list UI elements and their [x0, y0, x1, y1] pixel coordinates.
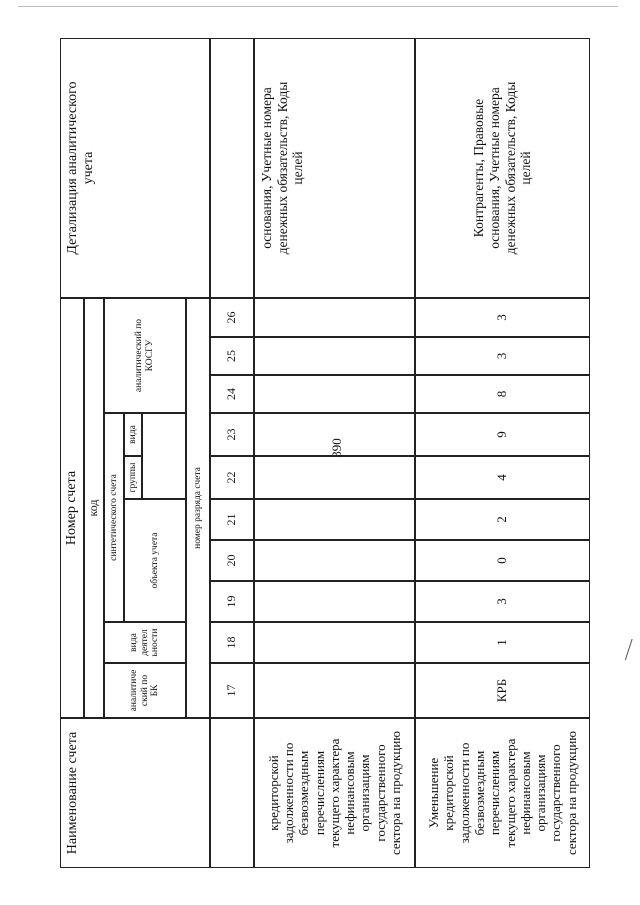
row-value: 3 — [415, 298, 590, 337]
row-analytics-detail: Контрагенты, Правовые основания, Учетные номера денежных обязательств, Коды целей — [415, 38, 590, 298]
digit-cell: 23 — [210, 413, 254, 456]
header-synthetic: синтетического счета — [104, 413, 124, 622]
row-value: 2 — [415, 499, 590, 540]
header-empty-sub — [142, 413, 186, 499]
row-value: 1 — [415, 622, 590, 663]
header-code: код — [84, 298, 104, 718]
row-value: 3 — [415, 337, 590, 375]
row-value — [254, 337, 415, 375]
row-value — [254, 499, 415, 540]
row-value: 3 — [415, 581, 590, 622]
row-analytics-detail: основания, Учетные номера денежных обязательств, Коды целей — [254, 38, 415, 298]
row-value — [254, 375, 415, 413]
row-account-name: Уменьшение кредиторской задолженности по безвозмездным перечислениям текущего характера нефинансовым организациям государственного сектора на продукцию — [415, 718, 590, 868]
row-value — [254, 622, 415, 663]
digit-cell: 21 — [210, 499, 254, 540]
row-account-name: кредиторской задолженности по безвозмездным перечислениям текущего характера нефинансовым организациям государственного сектора на продукцию — [254, 718, 415, 868]
digit-cell: 19 — [210, 581, 254, 622]
digit-cell: 24 — [210, 375, 254, 413]
scan-edge-line — [18, 6, 618, 7]
row-value — [254, 540, 415, 581]
header-analytic-bk: аналитиче ский по БК — [104, 663, 186, 718]
header-account-number: Номер счета — [60, 298, 84, 718]
stray-pen-mark — [625, 639, 640, 663]
row-value: 4 — [415, 456, 590, 499]
row-value: 8 — [415, 375, 590, 413]
digit-cell-empty — [210, 38, 254, 298]
header-activity-type: вида деятел ьности — [104, 622, 186, 663]
row-value — [254, 413, 415, 456]
header-accounting-object: объекта учета — [124, 499, 186, 622]
digit-cell: 25 — [210, 337, 254, 375]
digit-cell: 22 — [210, 456, 254, 499]
header-analytic-kosgu: аналитический по КОСГУ — [104, 298, 186, 413]
digit-cell-empty — [210, 718, 254, 868]
row-value — [254, 663, 415, 718]
row-value: КРБ — [415, 663, 590, 718]
row-value — [254, 298, 415, 337]
row-value: 0 — [415, 540, 590, 581]
account-table — [60, 38, 590, 868]
header-account-name: Наименование счета — [60, 718, 210, 868]
row-value — [254, 581, 415, 622]
header-group: группы — [124, 456, 142, 499]
header-kind: вида — [124, 413, 142, 456]
digit-cell: 20 — [210, 540, 254, 581]
digit-cell: 26 — [210, 298, 254, 337]
row-value: 9 — [415, 413, 590, 456]
header-analytics-detail: Детализация аналитического учета — [60, 38, 210, 298]
digit-cell: 17 — [210, 663, 254, 718]
header-digit-number: номер разряда счета — [186, 298, 210, 718]
page-number: 390 — [328, 438, 344, 458]
digit-cell: 18 — [210, 622, 254, 663]
row-value — [254, 456, 415, 499]
